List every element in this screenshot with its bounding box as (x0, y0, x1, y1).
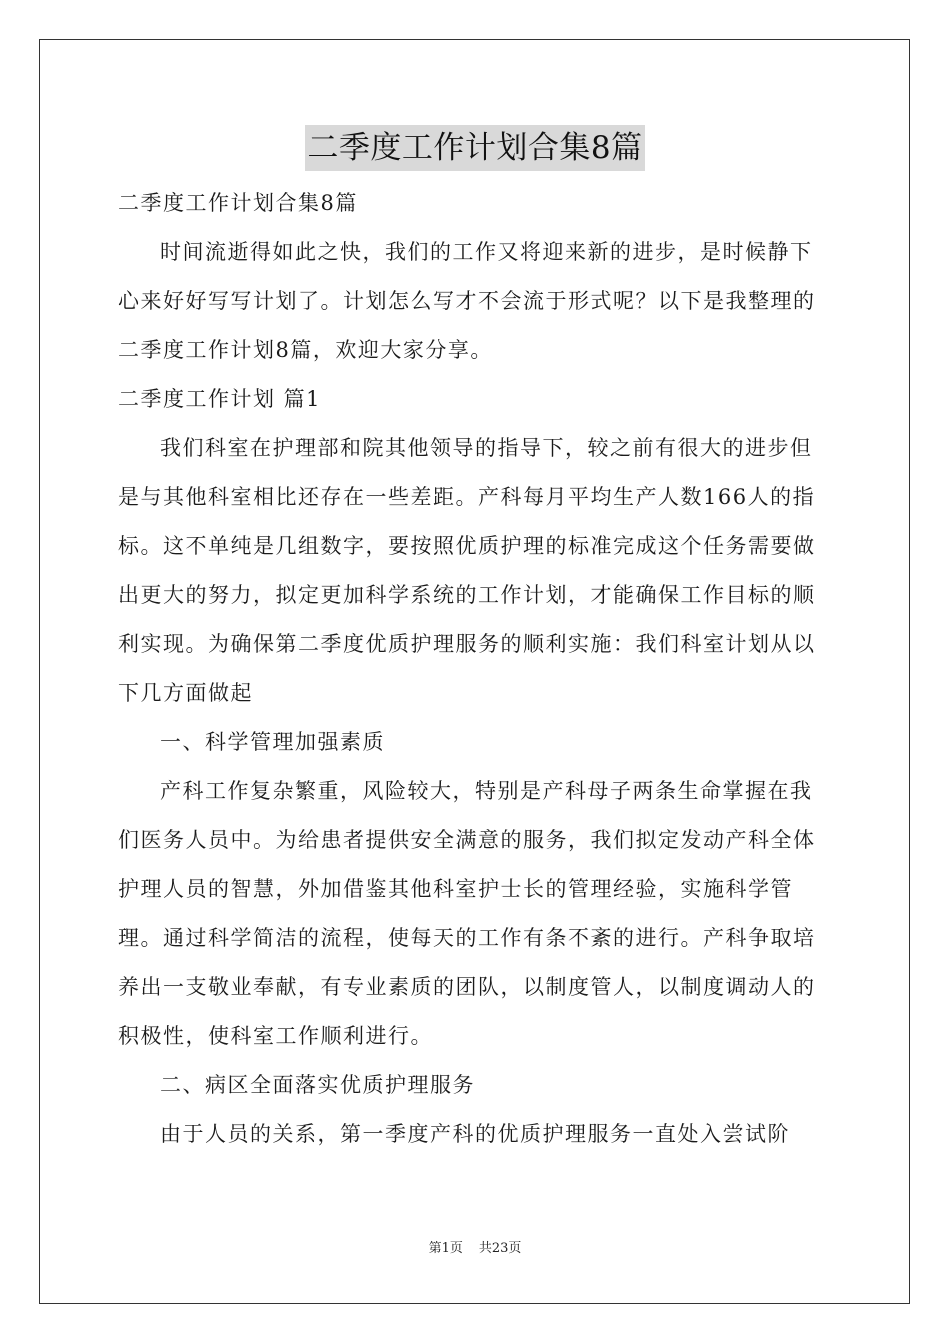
total-pages: 共23页 (478, 1241, 522, 1256)
section-heading: 二季度工作计划 篇1 (118, 387, 322, 411)
body-paragraph: 由于人员的关系，第一季度产科的优质护理服务一直处入尝试阶 (160, 1122, 790, 1146)
document-title: 二季度工作计划合集8篇 (305, 125, 644, 171)
document-body (118, 179, 834, 1159)
body-paragraph: 产科工作复杂繁重，风险较大，特别是产科母子两条生命掌握在我们医务人员中。为给患者提供安全满意的服务，我们拟定发动产科全体护理人员的智慧，外加借鉴其他科室护士长的管理经验，实施科学管理。通过科学简洁的流程，使每天的工作有条不紊的进行。产科争取培养出一支敬业奉献，有专业素质的团队，以制度管人，以制度调动人的积极性，使科室工作顺利进行。 (118, 779, 816, 1048)
body-paragraph: 我们科室在护理部和院其他领导的指导下，较之前有很大的进步但是与其他科室相比还存在一些差距。产科每月平均生产人数166人的指标。这不单纯是几组数字，要按照优质护理的标准完成这个任务需要做出更大的努力，拟定更加科学系统的工作计划，才能确保工作目标的顺利实现。为确保第二季度优质护理服务的顺利实施：我们科室计划从以下几方面做起 (118, 436, 816, 705)
sub-heading: 二、病区全面落实优质护理服务 (160, 1073, 475, 1097)
page-footer (0, 1237, 950, 1256)
subtitle-line: 二季度工作计划合集8篇 (118, 191, 358, 215)
page-number: 第1页 (428, 1241, 463, 1256)
sub-heading: 一、科学管理加强素质 (160, 730, 385, 754)
intro-paragraph: 时间流逝得如此之快，我们的工作又将迎来新的进步，是时候静下心来好好写写计划了。计划怎么写才不会流于形式呢？以下是我整理的二季度工作计划8篇，欢迎大家分享。 (118, 240, 816, 362)
title-wrap (0, 125, 950, 171)
